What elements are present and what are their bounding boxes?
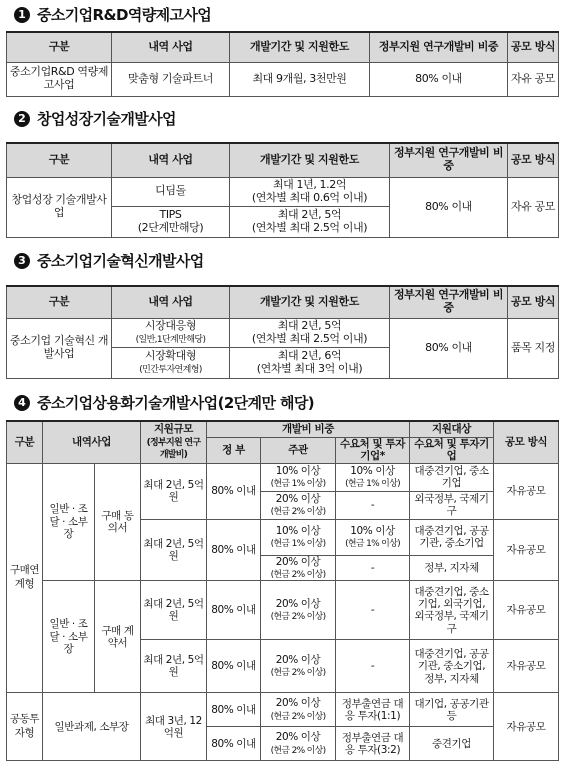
cell-method: 자유공모	[494, 693, 559, 761]
header-category: 구분	[7, 286, 112, 318]
header-period: 개발기간 및 지원한도	[230, 286, 390, 318]
cell-gov: 80% 이내	[207, 519, 261, 581]
table-rnd-capacity	[6, 31, 559, 97]
ratio-main: 20% 이상	[275, 555, 321, 568]
header-target-sub: 수요처 및 투자기업	[410, 437, 494, 463]
table-startup-growth	[6, 142, 559, 238]
header-program: 내역 사업	[112, 286, 230, 318]
cell-target: 외국정부, 국제기구	[410, 491, 494, 519]
cell-buyer: 정부출연금 대응 투자(3:2)	[336, 727, 410, 761]
cell-gov: 80% 이내	[207, 693, 261, 727]
number-badge: 1	[14, 7, 30, 23]
program-name: TIPS	[159, 207, 182, 221]
cell-period	[230, 206, 390, 237]
header-program: 내역 사업	[112, 143, 230, 177]
header-period: 개발기간 및 지원한도	[230, 143, 390, 177]
cell-scale: 최대 3년, 12억원	[141, 693, 207, 761]
ratio-note: (현금 2% 이상)	[270, 612, 326, 623]
cell-lead	[261, 727, 336, 761]
header-method: 공모 방식	[508, 32, 559, 62]
program-name: 시장대응형	[144, 318, 197, 332]
ratio-main: 10% 이상	[275, 464, 321, 477]
cell-lead	[261, 693, 336, 727]
cell-agreement: 구매 동의서	[95, 463, 141, 581]
section-title-3	[14, 250, 204, 271]
header-scale-label: 지원규모	[154, 423, 193, 436]
number-badge: 2	[14, 111, 30, 127]
cell-period: 최대 9개월, 3천만원	[230, 62, 370, 96]
header-method: 공모 방식	[508, 143, 559, 177]
header-lead: 주관	[261, 437, 336, 463]
section-title-text: 창업성장기술개발사업	[37, 110, 176, 128]
cell-lead	[261, 640, 336, 693]
header-scale-note: (정부지원 연구개발비)	[146, 437, 201, 461]
cell-program	[112, 206, 230, 237]
period-main: 최대 2년, 5억	[277, 318, 342, 332]
cell-buyer: 정부출연금 대응 투자(1:1)	[336, 693, 410, 727]
period-main: 최대 2년, 5억	[277, 207, 342, 221]
header-category: 구분	[7, 143, 112, 177]
section-title-text: 중소기업R&D역량제고사업	[37, 6, 212, 24]
cell-scale: 최대 2년, 5억원	[141, 519, 207, 581]
cell-program	[112, 347, 230, 378]
period-note: (연차별 최대 0.6억 이내)	[251, 190, 368, 204]
ratio-main: 10% 이상	[350, 464, 395, 477]
program-note: (민간투자연계형)	[139, 364, 202, 375]
cell-kind: 일반 · 조달 · 소부장	[43, 581, 95, 693]
number-badge: 3	[14, 253, 30, 269]
cell-gov: 80% 이내	[207, 640, 261, 693]
cell-period	[230, 177, 390, 206]
ratio-note: (현금 1% 이상)	[345, 538, 400, 549]
cell-lead	[261, 463, 336, 491]
cell-ratio: 80% 이내	[370, 62, 508, 96]
ratio-note: (현금 1% 이상)	[345, 478, 400, 489]
section-title-text: 중소기업상용화기술개발사업(2단계만 해당)	[37, 394, 314, 412]
cell-category: 창업성장 기술개발사업	[7, 177, 112, 237]
group-purchase-linked: 구매연계형	[7, 463, 43, 693]
cell-buyer: -	[336, 555, 410, 581]
cell-contract: 구매 계약서	[95, 581, 141, 693]
cell-lead	[261, 491, 336, 519]
number-badge: 4	[14, 395, 30, 411]
header-method: 공모 방식	[494, 421, 559, 463]
header-period: 개발기간 및 지원한도	[230, 32, 370, 62]
cell-lead	[261, 581, 336, 640]
cell-lead	[261, 519, 336, 555]
header-scale	[141, 421, 207, 463]
cell-method: 자유공모	[494, 640, 559, 693]
ratio-main: 20% 이상	[275, 597, 321, 610]
ratio-note: (현금 1% 이상)	[270, 538, 326, 549]
header-ratio: 정부지원 연구개발비 비중	[390, 143, 508, 177]
cell-method: 자유 공모	[508, 62, 559, 96]
cell-target: 대중견기업, 공공기관, 중소기업, 정부, 지자체	[410, 640, 494, 693]
period-main: 최대 2년, 6억	[277, 348, 342, 362]
ratio-main: 20% 이상	[275, 492, 321, 505]
header-gov: 정 부	[207, 437, 261, 463]
cell-method: 품목 지정	[508, 318, 559, 378]
cell-target: 중견기업	[410, 727, 494, 761]
cell-category: 중소기업R&D 역량제고사업	[7, 62, 112, 96]
cell-gov: 80% 이내	[207, 727, 261, 761]
ratio-main: 20% 이상	[275, 653, 321, 666]
cell-ratio: 80% 이내	[390, 177, 508, 237]
header-category: 구분	[7, 32, 112, 62]
cell-method: 자유공모	[494, 463, 559, 519]
cell-gov: 80% 이내	[207, 581, 261, 640]
period-note: (연차별 최대 2.5억 이내)	[251, 220, 368, 234]
cell-program: 디딤돌	[112, 177, 230, 206]
cell-method: 자유공모	[494, 519, 559, 581]
header-program: 내역 사업	[112, 32, 230, 62]
cell-program: 일반과제, 소부장	[43, 693, 141, 761]
cell-buyer: -	[336, 491, 410, 519]
section-title-4	[14, 392, 314, 413]
cell-method: 자유공모	[494, 581, 559, 640]
cell-period	[230, 318, 390, 347]
cell-ratio: 80% 이내	[390, 318, 508, 378]
ratio-main: 10% 이상	[350, 524, 395, 537]
period-note: (연차별 최대 2.5억 이내)	[251, 331, 368, 345]
ratio-note: (현금 2% 이상)	[270, 506, 326, 517]
ratio-note: (현금 2% 이상)	[270, 711, 326, 722]
cell-scale: 최대 2년, 5억원	[141, 581, 207, 640]
program-note: (일반,1단계만해당)	[135, 334, 206, 345]
cell-method: 자유 공모	[508, 177, 559, 237]
section-title-text: 중소기업기술혁신개발사업	[37, 252, 204, 270]
cell-buyer	[336, 519, 410, 555]
cell-target: 정부, 지자체	[410, 555, 494, 581]
ratio-main: 10% 이상	[275, 524, 321, 537]
cell-kind: 일반 · 조달 · 소부장	[43, 463, 95, 581]
cell-scale: 최대 2년, 5억원	[141, 463, 207, 519]
period-note: (연차별 최대 3억 이내)	[256, 361, 363, 375]
cell-program: 맞춤형 기술파트너	[112, 62, 230, 96]
header-category: 구분	[7, 421, 43, 463]
group-co-investment: 공동투자형	[7, 693, 43, 761]
cell-program	[112, 318, 230, 347]
header-buyer: 수요처 및 투자기업*	[336, 437, 410, 463]
cell-category: 중소기업 기술혁신 개발사업	[7, 318, 112, 378]
header-program: 내역사업	[43, 421, 141, 463]
cell-buyer: -	[336, 640, 410, 693]
table-tech-innovation	[6, 285, 559, 379]
cell-gov: 80% 이내	[207, 463, 261, 519]
ratio-note: (현금 2% 이상)	[270, 569, 326, 580]
header-method: 공모 방식	[508, 286, 559, 318]
cell-target: 대중견기업, 공공기관, 중소기업	[410, 519, 494, 555]
ratio-main: 20% 이상	[275, 731, 321, 744]
cell-buyer	[336, 463, 410, 491]
header-cost: 개발비 비중	[207, 421, 410, 437]
section-title-2	[14, 108, 176, 129]
period-main: 최대 1년, 1.2억	[272, 177, 347, 191]
program-note: (2단계만해당)	[137, 220, 204, 234]
cell-target: 대중견기업, 중소기업	[410, 463, 494, 491]
program-name: 시장확대형	[144, 348, 197, 362]
ratio-note: (현금 2% 이상)	[270, 668, 326, 679]
ratio-note: (현금 2% 이상)	[270, 745, 326, 756]
ratio-main: 20% 이상	[275, 697, 321, 710]
cell-buyer: -	[336, 581, 410, 640]
cell-target: 대중견기업, 중소기업, 외국기업, 외국정부, 국제기구	[410, 581, 494, 640]
header-ratio: 정부지원 연구개발비 비중	[370, 32, 508, 62]
header-target: 지원대상	[410, 421, 494, 437]
cell-period	[230, 347, 390, 378]
header-ratio: 정부지원 연구개발비 비중	[390, 286, 508, 318]
ratio-note: (현금 1% 이상)	[270, 478, 326, 489]
table-commercialization	[6, 420, 559, 761]
section-title-1	[14, 4, 211, 25]
cell-lead	[261, 555, 336, 581]
cell-target: 대기업, 공공기관 등	[410, 693, 494, 727]
cell-scale: 최대 2년, 5억원	[141, 640, 207, 693]
